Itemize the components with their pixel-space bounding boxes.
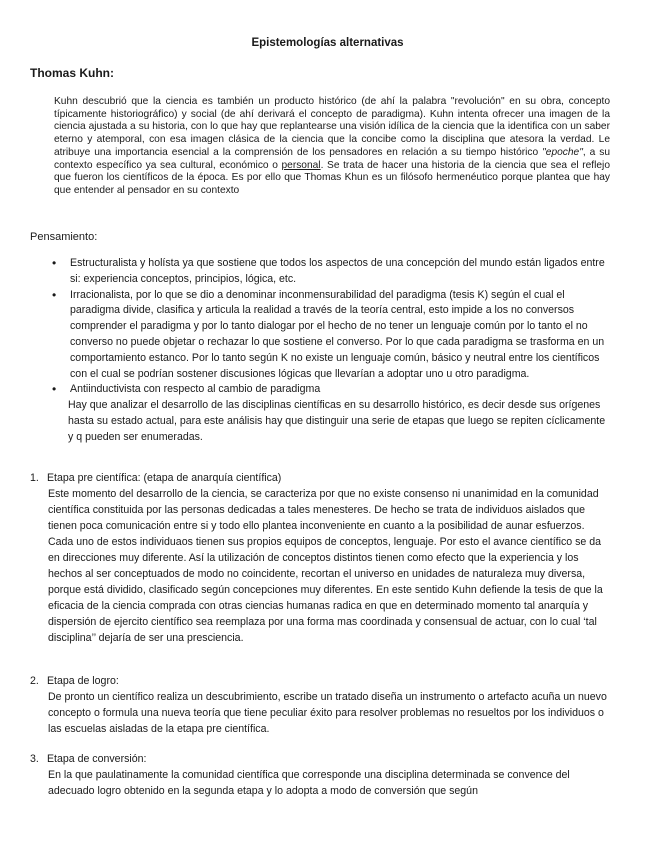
intro-text-2: , a su contexto específico ya sea cultural, económico o — [54, 146, 610, 171]
bullet-text: Irracionalista, por lo que se dio a denominar inconmensurabilidad del paradigma (tesis K) según el cual el paradigma divide, clasifica y articula la realidad a través de la teoría central, esto impide a los no conversos comprender el paradigma y por lo tanto dialogar por el hecho de no tener un lenguaje común por lo tanto el no converso no puede objetar o rechazar lo que sostiene el converso. Por lo que cada paradigma se trasforma en un comportamiento estanco. Por lo tanto según K no existe un lenguaje común, básico y neutral entre los científicos con el cual se podrían sostener discusiones lógicas que llevarían a adoptar uno u otro paradigma. — [70, 288, 605, 380]
stage-heading — [30, 751, 610, 767]
stage-1 — [30, 470, 610, 646]
bullet-continuation: Hay que analizar el desarrollo de las disciplinas científicas en su desarrollo histórico, es decir desde sus orígenes hasta su estado actual, para este análisis hay que distinguir una serie de etapas que luego se repiten cíclicamente y q pueden ser enumeradas. — [68, 399, 606, 443]
stage-body: De pronto un científico realiza un descubrimiento, escribe un tratado diseña un instrumento o artefacto acuña un nuevo concepto o formula una nueva teoría que tiene peculiar éxito para resolver problemas no resueltos por los individuos o las escuelas aisladas de la etapa pre científica. — [48, 691, 607, 735]
bullet-icon: • — [52, 256, 57, 270]
intro-underlined-word: personal — [281, 159, 321, 171]
stage-3 — [30, 751, 610, 799]
author-heading: Thomas Kuhn: — [30, 66, 114, 80]
bullet-text: Estructuralista y holísta ya que sostiene que todos los aspectos de una concepción del mundo están ligados entre si: experiencia conceptos, principios, lógica, etc. — [70, 257, 605, 285]
bullet-icon: • — [52, 382, 57, 397]
stage-heading — [30, 470, 610, 486]
pensamiento-label: Pensamiento: — [30, 231, 98, 243]
bullet-text: Antiinductivista con respecto al cambio de paradigma — [70, 383, 321, 396]
intro-text-1: Kuhn descubrió que la ciencia es también un producto histórico (de ahí la palabra "revolución" en su obra, concepto típicamente historiográfico) y social (de ahí derivará el concepto de paradigma). Kuhn intenta ofrecer una imagen de la ciencia ajustada a su historia, con lo que hay que replantearse una visión idílica de la ciencia que la identifica con un saber eterno y atemporal, con esa imagen clásica de la ciencia que la concibe como la disciplina que atesora la verdad. Le atribuye una importancia esencial a la comprensión de los pensadores en relación a su tiempo histórico — [54, 96, 610, 158]
document-title: Epistemologías alternativas — [251, 37, 404, 49]
stage-number: 3. — [30, 753, 39, 765]
list-item — [52, 382, 612, 398]
bullet-list — [52, 256, 612, 446]
list-item — [52, 288, 612, 383]
stage-title: Etapa pre científica: (etapa de anarquía científica) — [46, 472, 282, 484]
bullet-icon: • — [52, 287, 57, 302]
intro-epoche: "epoche" — [542, 146, 583, 158]
stage-title: Etapa de logro: — [46, 675, 119, 687]
stage-2 — [30, 673, 610, 737]
intro-text-3: . Se trata de hacer una historia de la ciencia que sea el reflejo que fueron los científicos de la época. Es por ello que Thomas Khun es un filósofo hermenéutico porque plantea que hay que entender al pensador en su contexto — [54, 159, 610, 196]
stage-number: 2. — [30, 675, 39, 687]
intro-paragraph — [54, 96, 610, 198]
stage-title: Etapa de conversión: — [46, 753, 147, 765]
stage-heading — [30, 673, 610, 689]
stage-number: 1. — [30, 472, 39, 484]
stage-body: En la que paulatinamente la comunidad científica que corresponde una disciplina determinada se convence del adecuado logro obtenido en la segunda etapa y lo adopta a modo de conversión que según — [48, 769, 570, 797]
stage-body: Este momento del desarrollo de la ciencia, se caracteriza por que no existe consenso ni unanimidad en la comunidad científica constituida por las personas dedicadas a tales menesteres. De hecho se trata de individuos aislados que tienen poca comunicación entre si y todo ello plantea inconveniente en cuanto a la posibilidad de aunar esfuerzos. Cada uno de estos individuaos tienen sus propios equipos de conceptos, lenguaje. Por esto el avance científico se da en direcciones muy diferente. Así la utilización de conceptos distintos tienen como efecto que la experiencia y los hechos al ser conceptuados de modo no coincidente, recortan el universo en unidades de naturaleza muy diversa, porque está dividido, clasificado según concepciones muy diferentes. En este sentido Kuhn defiende la tesis de que la eficacia de la ciencia comprada con otras ciencias humanas radica en que en determinado momento tal anarquía y dispersión de ejercito científico sea reemplaza por una forma mas coordinada y consensual de actuar, con lo cual ‘tal disciplina’’ dejaría de ser una presciencia. — [48, 488, 603, 644]
list-item — [52, 256, 612, 288]
